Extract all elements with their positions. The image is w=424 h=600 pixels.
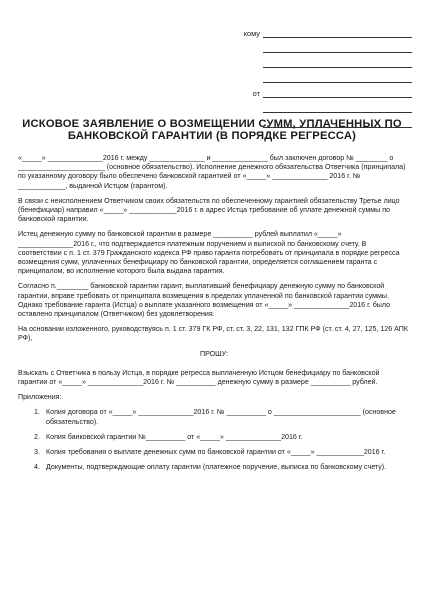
list-item-text: Копия требования о выплате денежных сумм по банковской гарантии от «_____» ____________2016 г. (46, 448, 386, 457)
list-item-number: 2. (34, 432, 40, 441)
paragraph-refusal: Согласно п.________ банковской гарантии гарант, выплативший бенефициару денежную сумму по банковской гарантии, вправе требовать от принципала возмещения в пределах уплаченной по банковской гарантии суммы. Однако требование гаранта (Истца) о выплате указанного возмещения от «_____» ______________2016 г. было оставлено принципалом (Ответчиком) без удовлетворения. (18, 282, 393, 319)
addressee-to-row (232, 28, 412, 38)
paragraph-agreement: «_____» ______________2016 г. между ______________ и ______________ был заключен договор № ________ о ______________________ (основное обязательство). Исполнение денежного обязательства Ответчика (принципала) по указанному договору было обеспечено банковской гарантией от «_____» ______________ 2016 г. № ____________, выданной Истцом (гарантом). (18, 154, 408, 190)
attachments-list (18, 408, 410, 472)
paragraph-legal-basis: На основании изложенного, руководствуясь п. 1 ст. 379 ГК РФ, ст. ст. 3, 22, 131, 132 ГПК РФ (ст. ст. 4, 27, 125, 126 АПК РФ), (18, 325, 411, 343)
list-item-number: 4. (34, 463, 40, 472)
to-blank-line (263, 29, 412, 38)
list-item-text: Копия банковской гарантии №__________ от «_____» ______________2016 г. (46, 432, 303, 441)
from-label: от (252, 89, 260, 98)
list-item (18, 448, 410, 457)
from-blank-line (263, 89, 412, 98)
addressee-blank-row (232, 58, 412, 68)
list-item (18, 463, 410, 472)
blank-line (263, 59, 412, 68)
list-item-number: 1. (34, 408, 40, 417)
attachments-label: Приложения: (18, 393, 62, 402)
document-body (18, 154, 410, 478)
addressee-blank-row (232, 43, 412, 53)
list-item-text: Копия договора от «_____» ______________2016 г. № __________ о ______________________ (основное обязательство). (46, 408, 398, 426)
request-heading: ПРОШУ: (199, 349, 228, 358)
addressee-from-row (232, 88, 412, 98)
paragraph-demand: В связи с неисполнением Ответчиком своих обязательств по обеспеченному гарантией обязательству Третье лицо (бенефициар) направил «_____» ____________2016 г. в адрес Истца требование об уплате денежной суммы по банковской гарантии. (18, 196, 402, 224)
document-title: ИСКОВОЕ ЗАЯВЛЕНИЕ О ВОЗМЕЩЕНИИ СУММ, УПЛАЧЕННЫХ ПО БАНКОВСКОЙ ГАРАНТИИ (В ПОРЯДКЕ РЕГРЕССА) (22, 118, 402, 142)
blank-line (263, 104, 412, 113)
request-text: Взыскать с Ответчика в пользу Истца, в порядке регресса выплаченную Истцом бенефициару по банковской гарантии от «_____» ______________2016 г. № __________ денежную сумму в размере __________ рублей. (18, 368, 382, 387)
list-item-number: 3. (34, 448, 40, 457)
paragraph-payment: Истец денежную сумму по банковской гарантии в размере __________ рублей выплатил «_____» ______________2016 г., что подтверждается платежным поручением и выпиской по банковскому счету. В соответствии с п. 1 ст. 379 Гражданского кодекса РФ право гаранта потребовать от принципала в порядке регресса возмещения сумм, уплаченных бенефициару по банковской гарантии, определяется соглашением гаранта с принципалом, во исполнение которого была выдана гарантия. (18, 230, 402, 276)
blank-line (263, 44, 412, 53)
addressee-blank-row (232, 103, 412, 113)
blank-line (263, 74, 412, 83)
to-label: кому (243, 29, 260, 38)
list-item (18, 408, 410, 426)
list-item (18, 433, 410, 442)
addressee-blank-row (232, 73, 412, 83)
list-item-text: Документы, подтверждающие оплату гарантии (платежное поручение, выписка по банковскому счету). (46, 463, 387, 472)
